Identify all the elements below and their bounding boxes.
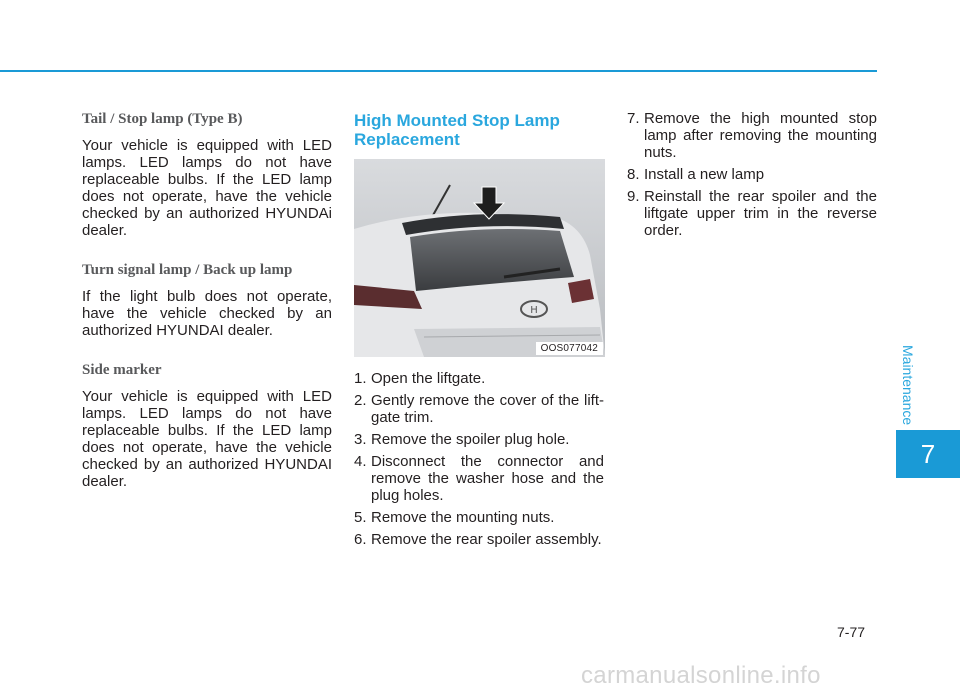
step-item: [354, 509, 604, 526]
step-text: Remove the high mounted stop lamp after removing the mounting nuts.: [644, 110, 877, 161]
step-text: Remove the mounting nuts.: [371, 509, 555, 526]
step-text: Remove the rear spoiler assembly.: [371, 531, 602, 548]
step-text: Install a new lamp: [644, 166, 765, 183]
step-item: [627, 166, 877, 183]
section-heading-tail-stop: Tail / Stop lamp (Type B): [82, 111, 243, 127]
section-body-turn-signal: If the light bulb does not operate, have the vehicle checked by an authorized HYUNDAI dealer.: [82, 288, 332, 339]
step-item: [354, 370, 604, 387]
step-item: [627, 188, 877, 239]
left-column: [82, 110, 332, 512]
svg-text:H: H: [530, 305, 538, 316]
step-number: 1.: [354, 370, 367, 387]
section-body-side-marker: Your vehicle is equipped with LED lamps. LED lamps do not have replaceable bulbs. If the LED lamp does not operate, have the vehicle checked by an authorized HYUNDAI dealer.: [82, 388, 332, 490]
step-text: Disconnect the connector and remove the washer hose and the plug holes.: [371, 453, 604, 504]
step-number: 5.: [354, 509, 367, 526]
step-item: [354, 453, 604, 504]
step-number: 2.: [354, 392, 367, 409]
steps-list: [354, 370, 604, 548]
watermark: carmanualsonline.info: [581, 662, 821, 689]
step-text: Reinstall the rear spoiler and the liftgate upper trim in the reverse order.: [644, 188, 877, 239]
section-heading-turn-signal: Turn signal lamp / Back up lamp: [82, 262, 293, 278]
step-number: 3.: [354, 431, 367, 448]
vehicle-rear-illustration: [354, 159, 605, 357]
page-number: 7-77: [837, 624, 866, 640]
rear-spoiler-figure: [354, 159, 605, 357]
step-text: Remove the spoiler plug hole.: [371, 431, 570, 448]
step-text: Gently remove the cover of the lift-gate trim.: [371, 392, 604, 426]
chapter-side-label: Maintenance: [900, 344, 916, 426]
step-item: [354, 392, 604, 426]
step-number: 6.: [354, 531, 367, 548]
section-heading-side-marker: Side marker: [82, 362, 162, 378]
step-text: Open the liftgate.: [371, 370, 486, 387]
step-number: 4.: [354, 453, 367, 470]
step-item: [354, 531, 604, 548]
page-title: High Mounted Stop Lamp Replacement: [354, 111, 560, 149]
step-number: 7.: [627, 110, 640, 127]
steps-list-continued: [627, 110, 877, 239]
step-item: [354, 431, 604, 448]
step-item: [627, 110, 877, 161]
header-rule: [0, 70, 877, 72]
step-number: 8.: [627, 166, 640, 183]
figure-code: OOS077042: [536, 342, 603, 355]
middle-column: [354, 110, 604, 553]
step-number: 9.: [627, 188, 640, 205]
section-body-tail-stop: Your vehicle is equipped with LED lamps. LED lamps do not have replaceable bulbs. If the LED lamp does not operate, have the vehicle checked by an authorized HYUNDAi dealer.: [82, 137, 332, 239]
chapter-number-badge: 7: [896, 430, 960, 478]
right-column: [627, 110, 877, 244]
